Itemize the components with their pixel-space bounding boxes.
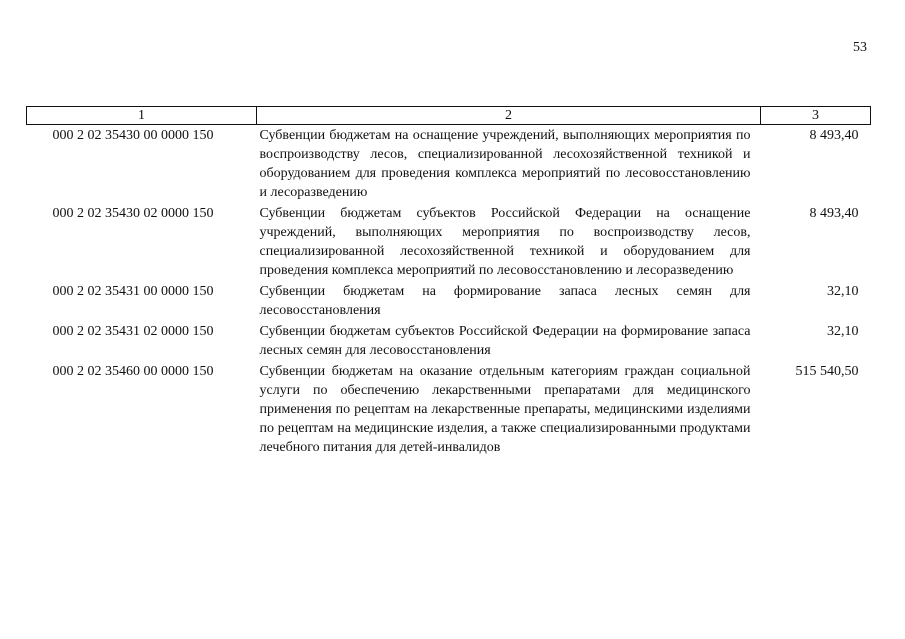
- budget-description: Субвенции бюджетам на оснащение учреждений, выполняющих мероприятия по воспроизводству лесов, специализированной лесохозяйственной техникой и оборудованием для проведения комплекса мероприятий по лесовосстановлению и лесоразведению: [259, 128, 751, 200]
- table-body: [27, 125, 871, 459]
- table-row: [27, 321, 871, 361]
- budget-amount: 515 540,50: [795, 364, 859, 379]
- budget-amount: 32,10: [827, 284, 859, 299]
- table-row: [27, 203, 871, 281]
- table-row: [27, 125, 871, 204]
- table-header: [27, 107, 871, 125]
- budget-code: 000 2 02 35431 02 0000 150: [52, 324, 214, 339]
- budget-description: Субвенции бюджетам субъектов Российской Федерации на формирование запаса лесных семян для лесовосстановления: [259, 324, 751, 358]
- budget-code: 000 2 02 35431 00 0000 150: [52, 284, 214, 299]
- budget-code: 000 2 02 35460 00 0000 150: [52, 364, 214, 379]
- column-header-amount: 3: [761, 107, 871, 125]
- budget-description: Субвенции бюджетам на оказание отдельным категориям граждан социальной услуги по обеспечению лекарственными препаратами для медицинского применения по рецептам на лекарственные препараты, медицинскими изделиями по рецептам на медицинские изделия, а также специализированными продуктами лечебного питания для детей-инвалидов: [259, 364, 751, 455]
- budget-code: 000 2 02 35430 00 0000 150: [52, 128, 214, 143]
- budget-table: [26, 106, 871, 458]
- budget-code: 000 2 02 35430 02 0000 150: [52, 206, 214, 221]
- budget-amount: 8 493,40: [809, 128, 859, 143]
- budget-amount: 8 493,40: [809, 206, 859, 221]
- budget-amount: 32,10: [827, 324, 859, 339]
- table-row: [27, 281, 871, 321]
- table-row: [27, 361, 871, 458]
- header-row: [27, 107, 871, 125]
- column-header-description: 2: [257, 107, 761, 125]
- column-header-code: 1: [27, 107, 257, 125]
- budget-description: Субвенции бюджетам на формирование запаса лесных семян для лесовосстановления: [259, 284, 751, 318]
- budget-description: Субвенции бюджетам субъектов Российской Федерации на оснащение учреждений, выполняющих мероприятия по воспроизводству лесов, специализированной лесохозяйственной техникой и оборудованием для проведения комплекса мероприятий по лесовосстановлению и лесоразведению: [259, 206, 751, 278]
- page-number: 53: [853, 40, 867, 55]
